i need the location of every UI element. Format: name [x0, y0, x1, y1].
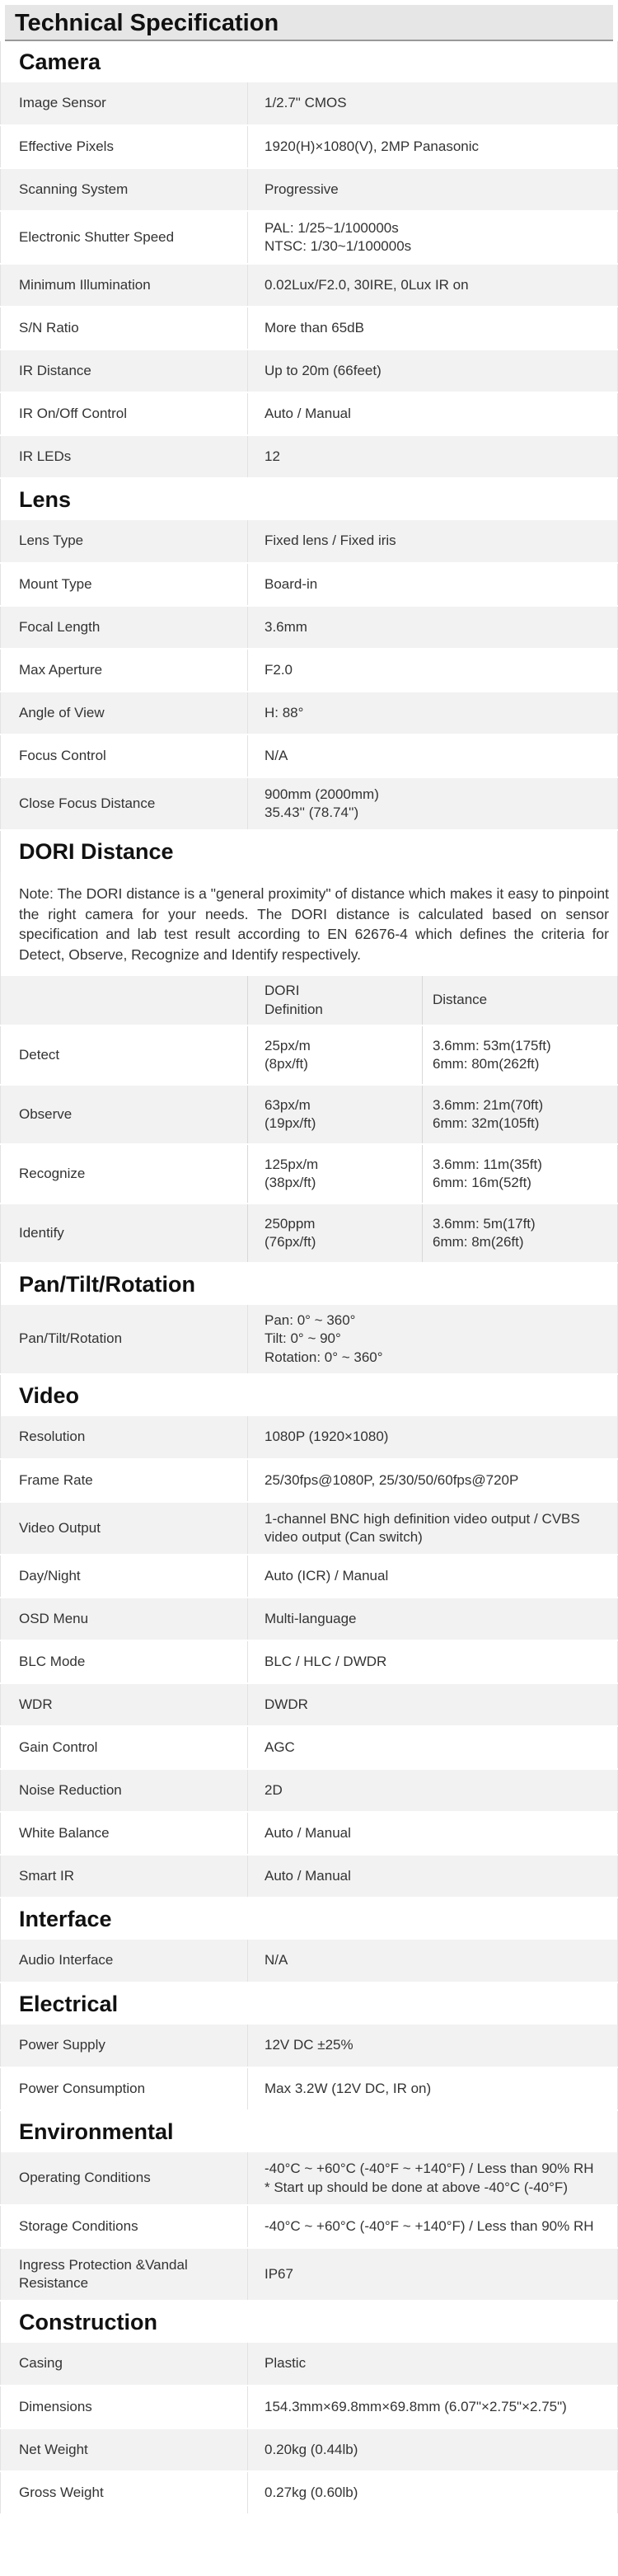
spec-row — [1, 734, 618, 777]
spec-value: 25/30fps@1080P, 25/30/50/60fps@720P — [248, 1459, 618, 1502]
spec-label: Smart IR — [1, 1855, 248, 1898]
spec-label: BLC Mode — [1, 1640, 248, 1683]
spec-row — [1, 777, 618, 830]
spec-value: 3.6mm — [248, 606, 618, 649]
spec-label: S/N Ratio — [1, 307, 248, 350]
dori-distance: 3.6mm: 5m(17ft) 6mm: 8m(26ft) — [423, 1204, 618, 1263]
spec-label: Power Consumption — [1, 2067, 248, 2110]
spec-label: Power Supply — [1, 2025, 248, 2067]
pan-tilt-rotation-table — [0, 1305, 618, 1375]
spec-value: 2D — [248, 1769, 618, 1812]
dori-definition: 250ppm (76px/ft) — [248, 1204, 423, 1263]
dori-definition: 63px/m (19px/ft) — [248, 1085, 423, 1144]
spec-row — [1, 563, 618, 606]
spec-row — [1, 392, 618, 435]
dori-label: Detect — [1, 1025, 248, 1085]
spec-row — [1, 307, 618, 350]
spec-label: Audio Interface — [1, 1940, 248, 1982]
dori-note: Note: The DORI distance is a "general proximity" of distance which makes it easy to pinpoint the right camera for your needs. The DORI distance is calculated based on sensor specification and lab test result according to EN 62676-4 which defines the criteria for Detect, Observe, Recognize and Identify respectively. — [0, 872, 618, 976]
spec-label: IR LEDs — [1, 435, 248, 478]
spec-value: H: 88° — [248, 692, 618, 734]
spec-row — [1, 1683, 618, 1726]
spec-row — [1, 2205, 618, 2248]
spec-row — [1, 2343, 618, 2386]
spec-row — [1, 520, 618, 563]
spec-row — [1, 1855, 618, 1898]
spec-value: Progressive — [248, 168, 618, 211]
section-title-electrical: Electrical — [0, 1983, 618, 2025]
dori-label: Recognize — [1, 1144, 248, 1204]
spec-value: N/A — [248, 1940, 618, 1982]
spec-value: -40°C ~ +60°C (-40°F ~ +140°F) / Less than 90% RH — [248, 2205, 618, 2248]
spec-row — [1, 1305, 618, 1374]
spec-label: Effective Pixels — [1, 125, 248, 168]
spec-value: Auto / Manual — [248, 392, 618, 435]
spec-label: Image Sensor — [1, 82, 248, 125]
spec-row — [1, 1940, 618, 1982]
spec-value: Board-in — [248, 563, 618, 606]
spec-value: Up to 20m (66feet) — [248, 350, 618, 392]
spec-value: Auto (ICR) / Manual — [248, 1555, 618, 1598]
environmental-spec-table — [0, 2152, 618, 2302]
spec-value: Multi-language — [248, 1598, 618, 1640]
section-title-dori: DORI Distance — [0, 831, 618, 872]
spec-row — [1, 350, 618, 392]
spec-row — [1, 82, 618, 125]
spec-row — [1, 1726, 618, 1769]
spec-label: Resolution — [1, 1416, 248, 1459]
spec-value: 0.20kg (0.44lb) — [248, 2428, 618, 2471]
spec-value: 1/2.7" CMOS — [248, 82, 618, 125]
spec-label: Focus Control — [1, 734, 248, 777]
spec-value: Plastic — [248, 2343, 618, 2386]
spec-label: Operating Conditions — [1, 2152, 248, 2205]
dori-header-blank — [1, 976, 248, 1025]
spec-row — [1, 2428, 618, 2471]
spec-label: Video Output — [1, 1502, 248, 1555]
dori-distance: 3.6mm: 53m(175ft) 6mm: 80m(262ft) — [423, 1025, 618, 1085]
spec-label: Frame Rate — [1, 1459, 248, 1502]
dori-distance: 3.6mm: 21m(70ft) 6mm: 32m(105ft) — [423, 1085, 618, 1144]
dori-header-row — [1, 976, 618, 1025]
dori-row-recognize — [1, 1144, 618, 1204]
spec-row — [1, 2067, 618, 2110]
spec-value: 900mm (2000mm) 35.43'' (78.74'') — [248, 777, 618, 830]
spec-label: Gain Control — [1, 1726, 248, 1769]
spec-value: Auto / Manual — [248, 1812, 618, 1855]
camera-spec-table — [0, 82, 618, 479]
lens-spec-table — [0, 520, 618, 831]
dori-label: Observe — [1, 1085, 248, 1144]
section-title-construction: Construction — [0, 2302, 618, 2343]
spec-row — [1, 2471, 618, 2514]
spec-value: AGC — [248, 1726, 618, 1769]
spec-row — [1, 2386, 618, 2428]
dori-row-detect — [1, 1025, 618, 1085]
spec-label: IR On/Off Control — [1, 392, 248, 435]
spec-value: N/A — [248, 734, 618, 777]
spec-label: Max Aperture — [1, 649, 248, 692]
spec-label: Pan/Tilt/Rotation — [1, 1305, 248, 1374]
spec-label: OSD Menu — [1, 1598, 248, 1640]
spec-value: IP67 — [248, 2248, 618, 2301]
spec-label: Angle of View — [1, 692, 248, 734]
spec-value: More than 65dB — [248, 307, 618, 350]
section-title-camera: Camera — [0, 41, 618, 82]
spec-value: Fixed lens / Fixed iris — [248, 520, 618, 563]
spec-row — [1, 1502, 618, 1555]
spec-row — [1, 2152, 618, 2205]
spec-row — [1, 125, 618, 168]
dori-row-observe — [1, 1085, 618, 1144]
section-title-lens: Lens — [0, 479, 618, 520]
spec-label: Net Weight — [1, 2428, 248, 2471]
spec-sheet — [0, 5, 618, 2515]
video-spec-table — [0, 1416, 618, 1898]
spec-label: Ingress Protection &Vandal Resistance — [1, 2248, 248, 2301]
spec-value: Pan: 0° ~ 360° Tilt: 0° ~ 90° Rotation: 0° ~ 360° — [248, 1305, 618, 1374]
spec-value: PAL: 1/25~1/100000s NTSC: 1/30~1/100000s — [248, 211, 618, 264]
spec-row — [1, 435, 618, 478]
spec-row — [1, 1769, 618, 1812]
spec-label: Day/Night — [1, 1555, 248, 1598]
spec-row — [1, 211, 618, 264]
spec-label: Lens Type — [1, 520, 248, 563]
interface-spec-table — [0, 1940, 618, 1983]
spec-label: Close Focus Distance — [1, 777, 248, 830]
spec-value: Max 3.2W (12V DC, IR on) — [248, 2067, 618, 2110]
spec-label: Scanning System — [1, 168, 248, 211]
spec-value: 1920(H)×1080(V), 2MP Panasonic — [248, 125, 618, 168]
spec-label: White Balance — [1, 1812, 248, 1855]
spec-row — [1, 692, 618, 734]
spec-label: Focal Length — [1, 606, 248, 649]
spec-row — [1, 2025, 618, 2067]
spec-value: 12 — [248, 435, 618, 478]
spec-row — [1, 1416, 618, 1459]
spec-value: Auto / Manual — [248, 1855, 618, 1898]
dori-table — [0, 976, 618, 1264]
dori-distance: 3.6mm: 11m(35ft) 6mm: 16m(52ft) — [423, 1144, 618, 1204]
spec-row — [1, 1555, 618, 1598]
spec-row — [1, 649, 618, 692]
construction-spec-table — [0, 2343, 618, 2515]
spec-label: Casing — [1, 2343, 248, 2386]
spec-row — [1, 168, 618, 211]
spec-label: Minimum Illumination — [1, 264, 248, 307]
spec-row — [1, 1598, 618, 1640]
spec-value: 0.02Lux/F2.0, 30IRE, 0Lux IR on — [248, 264, 618, 307]
spec-value: 1-channel BNC high definition video output / CVBS video output (Can switch) — [248, 1502, 618, 1555]
spec-value: -40°C ~ +60°C (-40°F ~ +140°F) / Less than 90% RH * Start up should be done at above -40°C (-40°F) — [248, 2152, 618, 2205]
spec-label: Storage Conditions — [1, 2205, 248, 2248]
spec-value: 154.3mm×69.8mm×69.8mm (6.07"×2.75"×2.75") — [248, 2386, 618, 2428]
spec-row — [1, 1640, 618, 1683]
dori-label: Identify — [1, 1204, 248, 1263]
spec-label: Mount Type — [1, 563, 248, 606]
spec-label: WDR — [1, 1683, 248, 1726]
section-title-interface: Interface — [0, 1898, 618, 1940]
dori-header-definition: DORI Definition — [248, 976, 423, 1025]
page-title: Technical Specification — [5, 5, 613, 41]
dori-header-distance: Distance — [423, 976, 618, 1025]
section-title-pan-tilt-rotation: Pan/Tilt/Rotation — [0, 1264, 618, 1305]
spec-value: BLC / HLC / DWDR — [248, 1640, 618, 1683]
spec-label: Dimensions — [1, 2386, 248, 2428]
spec-value: DWDR — [248, 1683, 618, 1726]
spec-value: 12V DC ±25% — [248, 2025, 618, 2067]
spec-value: 1080P (1920×1080) — [248, 1416, 618, 1459]
spec-label: Noise Reduction — [1, 1769, 248, 1812]
spec-row — [1, 1459, 618, 1502]
section-title-environmental: Environmental — [0, 2111, 618, 2152]
spec-row — [1, 264, 618, 307]
spec-value: F2.0 — [248, 649, 618, 692]
spec-value: 0.27kg (0.60lb) — [248, 2471, 618, 2514]
section-title-video: Video — [0, 1375, 618, 1416]
spec-row — [1, 1812, 618, 1855]
spec-label: IR Distance — [1, 350, 248, 392]
spec-row — [1, 2248, 618, 2301]
dori-definition: 25px/m (8px/ft) — [248, 1025, 423, 1085]
spec-label: Gross Weight — [1, 2471, 248, 2514]
spec-label: Electronic Shutter Speed — [1, 211, 248, 264]
spec-row — [1, 606, 618, 649]
dori-row-identify — [1, 1204, 618, 1263]
electrical-spec-table — [0, 2025, 618, 2111]
dori-definition: 125px/m (38px/ft) — [248, 1144, 423, 1204]
